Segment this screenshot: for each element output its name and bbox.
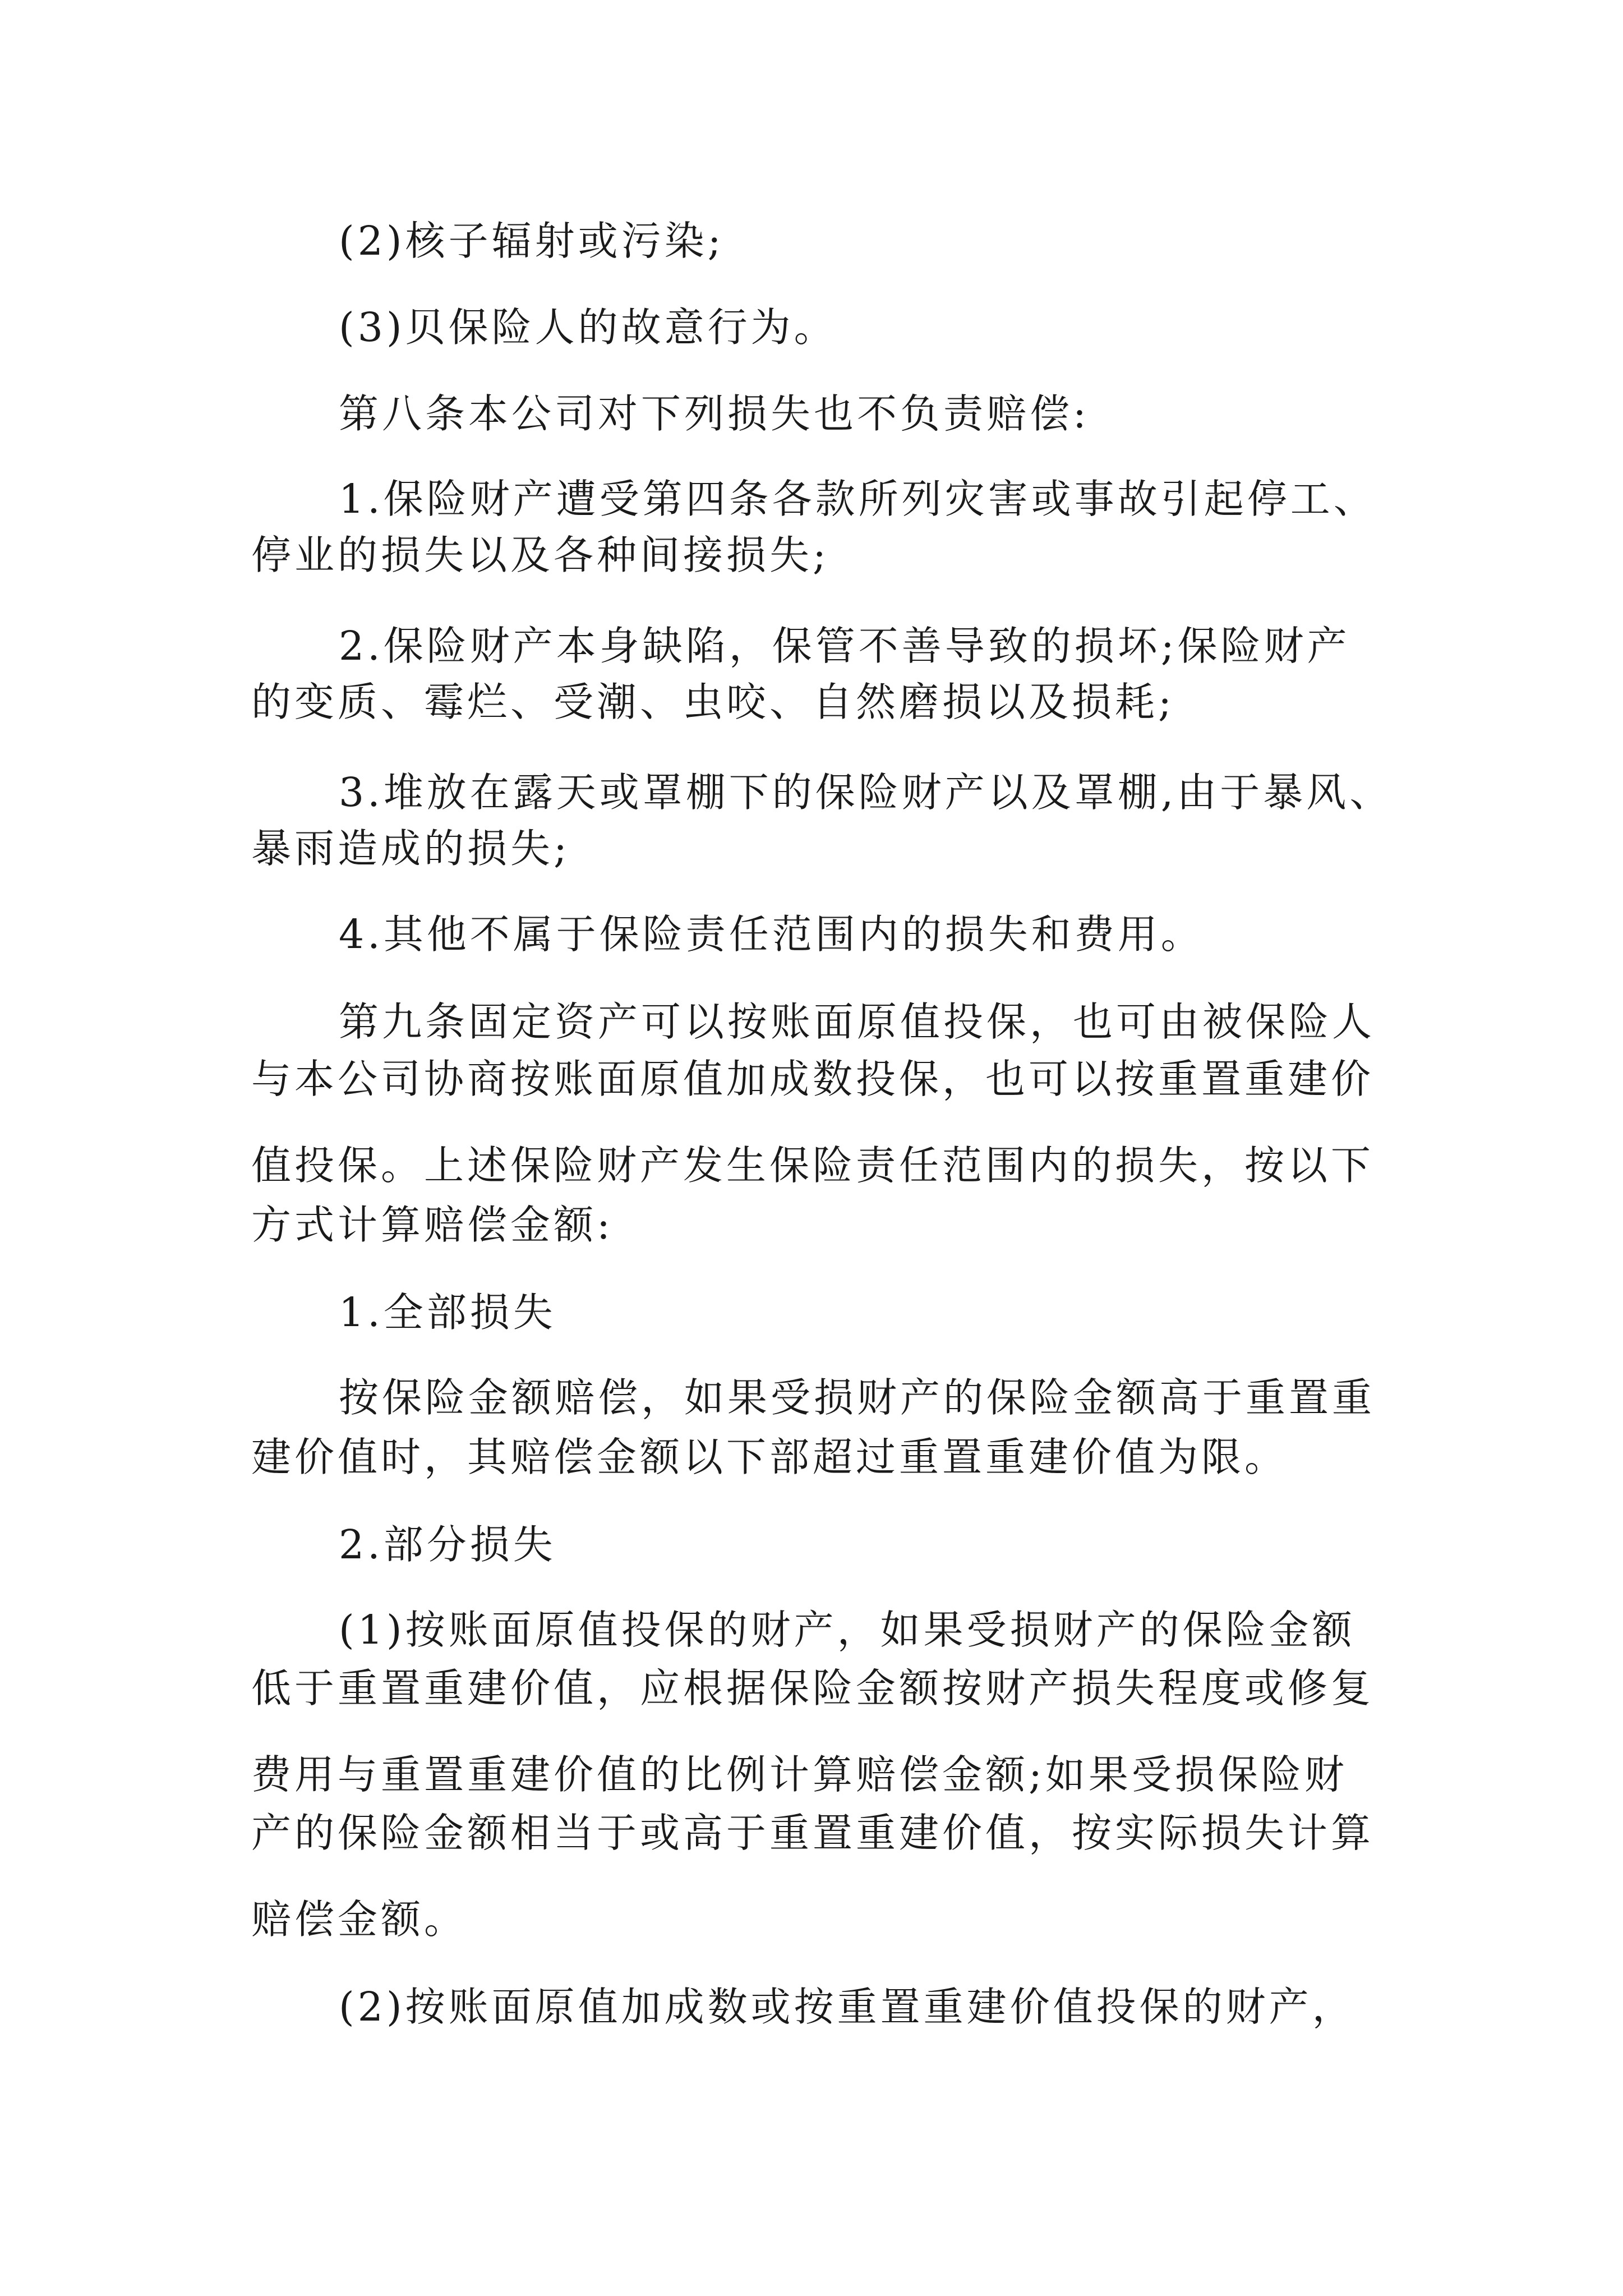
article-8-item-3: 3.堆放在露天或罩棚下的保险财产以及罩棚,由于暴风、 bbox=[339, 769, 1393, 816]
partial-loss-1-line-4: 产的保险金额相当于或高于重置重建价值，按实际损失计算 bbox=[251, 1810, 1375, 1856]
article-8-item-4: 4.其他不属于保险责任范围内的损失和费用。 bbox=[339, 911, 1204, 958]
partial-loss-heading: 2.部分损失 bbox=[339, 1521, 556, 1568]
article-8-item-2: 2.保险财产本身缺陷，保管不善导致的损坏;保险财产 bbox=[339, 623, 1350, 669]
item-2-nuclear: (2)核子辐射或污染; bbox=[339, 218, 725, 264]
article-9-para-line-1: 第九条固定资产可以按账面原值投保，也可由被保险人 bbox=[339, 999, 1376, 1045]
article-8-item-3-cont: 暴雨造成的损失; bbox=[251, 825, 570, 872]
total-loss-para-line-1: 按保险金额赔偿，如果受损财产的保险金额高于重置重 bbox=[339, 1374, 1376, 1421]
article-9-para-line-3: 值投保。上述保险财产发生保险责任范围内的损失，按以下 bbox=[251, 1142, 1375, 1189]
article-9-para-line-4: 方式计算赔偿金额: bbox=[251, 1202, 614, 1248]
item-3-intentional-act: (3)贝保险人的故意行为。 bbox=[339, 304, 837, 351]
article-8-heading: 第八条本公司对下列损失也不负责赔偿: bbox=[339, 390, 1090, 437]
total-loss-para-line-2: 建价值时，其赔偿金额以下部超过重置重建价值为限。 bbox=[251, 1434, 1288, 1480]
partial-loss-1-line-2: 低于重置重建价值，应根据保险金额按财产损失程度或修复 bbox=[251, 1665, 1375, 1711]
partial-loss-1-line-1: (1)按账面原值投保的财产，如果受损财产的保险金额 bbox=[339, 1607, 1355, 1653]
article-9-para-line-2: 与本公司协商按账面原值加成数投保，也可以按重置重建价 bbox=[251, 1056, 1375, 1102]
partial-loss-2-line-1: (2)按账面原值加成数或按重置重建价值投保的财产， bbox=[339, 1984, 1355, 2030]
article-8-item-2-cont: 的变质、霉烂、受潮、虫咬、自然磨损以及损耗; bbox=[251, 679, 1175, 725]
partial-loss-1-line-5: 赔偿金额。 bbox=[251, 1896, 468, 1943]
total-loss-heading: 1.全部损失 bbox=[339, 1289, 556, 1336]
article-8-item-1-cont: 停业的损失以及各种间接损失; bbox=[251, 532, 829, 578]
article-8-item-1: 1.保险财产遭受第四条各款所列灾害或事故引起停工、 bbox=[339, 476, 1377, 522]
partial-loss-1-line-3: 费用与重置重建价值的比例计算赔偿金额;如果受损保险财 bbox=[251, 1751, 1348, 1798]
